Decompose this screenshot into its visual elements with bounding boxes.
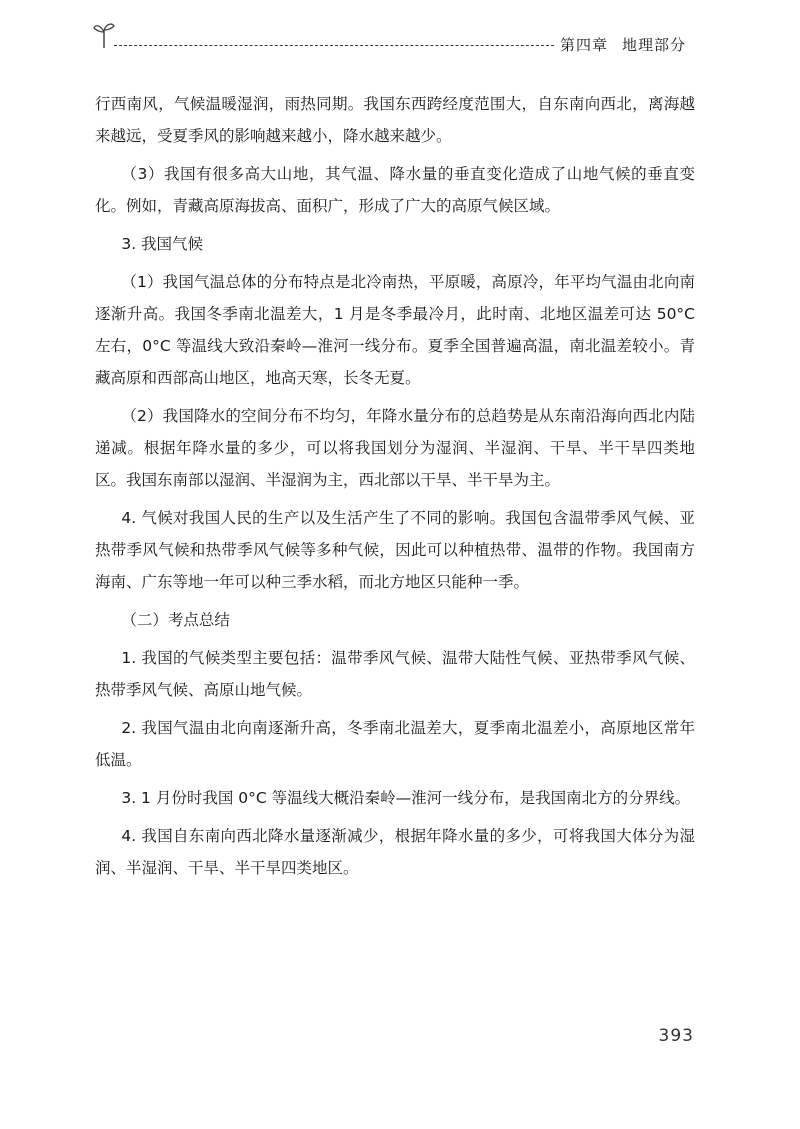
section-heading-summary: （二）考点总结 (121, 611, 230, 629)
summary-item-2: 2. 我国气温由北向南逐渐升高，冬季南北温差大，夏季南北温差小，高原地区常年低温。 (95, 719, 695, 769)
running-header (88, 18, 708, 58)
chapter-label: 第四章 (560, 36, 609, 54)
paragraph-mountain-climate: （3）我国有很多高大山地，其气温、降水量的垂直变化造成了山地气候的垂直变化。例如，青藏高原海拔高、面积广，形成了广大的高原气候区域。 (95, 165, 695, 215)
sprout-icon (92, 20, 116, 50)
page-number: 393 (658, 1026, 694, 1046)
header-rule (114, 45, 554, 46)
paragraph-continuation: 行西南风，气候温暖湿润，雨热同期。我国东西跨经度范围大，自东南向西北，离海越来越远，受夏季风的影响越来越小，降水越来越少。 (95, 95, 695, 145)
paragraph-precipitation: （2）我国降水的空间分布不均匀，年降水量分布的总趋势是从东南沿海向西北内陆递减。根据年降水量的多少，可以将我国划分为湿润、半湿润、干旱、半干旱四类地区。我国东南部以湿润、半湿润为主，西北部以干旱、半干旱为主。 (95, 407, 695, 489)
chapter-title (560, 34, 700, 55)
summary-item-4: 4. 我国自东南向西北降水量逐渐减少，根据年降水量的多少，可将我国大体分为湿润、半湿润、干旱、半干旱四类地区。 (95, 827, 695, 877)
page-body (95, 88, 695, 890)
paragraph-temperature: （1）我国气温总体的分布特点是北冷南热，平原暖，高原冷，年平均气温由北向南逐渐升高。我国冬季南北温差大，1 月是冬季最冷月，此时南、北地区温差可达 50°C 左右，0°C 等温线大致沿秦岭—淮河一线分布。夏季全国普遍高温，南北温差较小。青藏高原和西部高山地区，地高天寒，长冬无夏。 (95, 273, 695, 387)
summary-item-1: 1. 我国的气候类型主要包括：温带季风气候、温带大陆性气候、亚热带季风气候、热带季风气候、高原山地气候。 (95, 649, 695, 699)
section-label: 地理部分 (622, 36, 687, 54)
summary-item-3: 3. 1 月份时我国 0°C 等温线大概沿秦岭—淮河一线分布，是我国南北方的分界线。 (121, 789, 691, 807)
section-heading-china-climate: 3. 我国气候 (121, 235, 204, 253)
paragraph-climate-impact: 4. 气候对我国人民的生产以及生活产生了不同的影响。我国包含温带季风气候、亚热带季风气候和热带季风气候等多种气候，因此可以种植热带、温带的作物。我国南方海南、广东等地一年可以种三季水稻，而北方地区只能种一季。 (95, 509, 695, 591)
